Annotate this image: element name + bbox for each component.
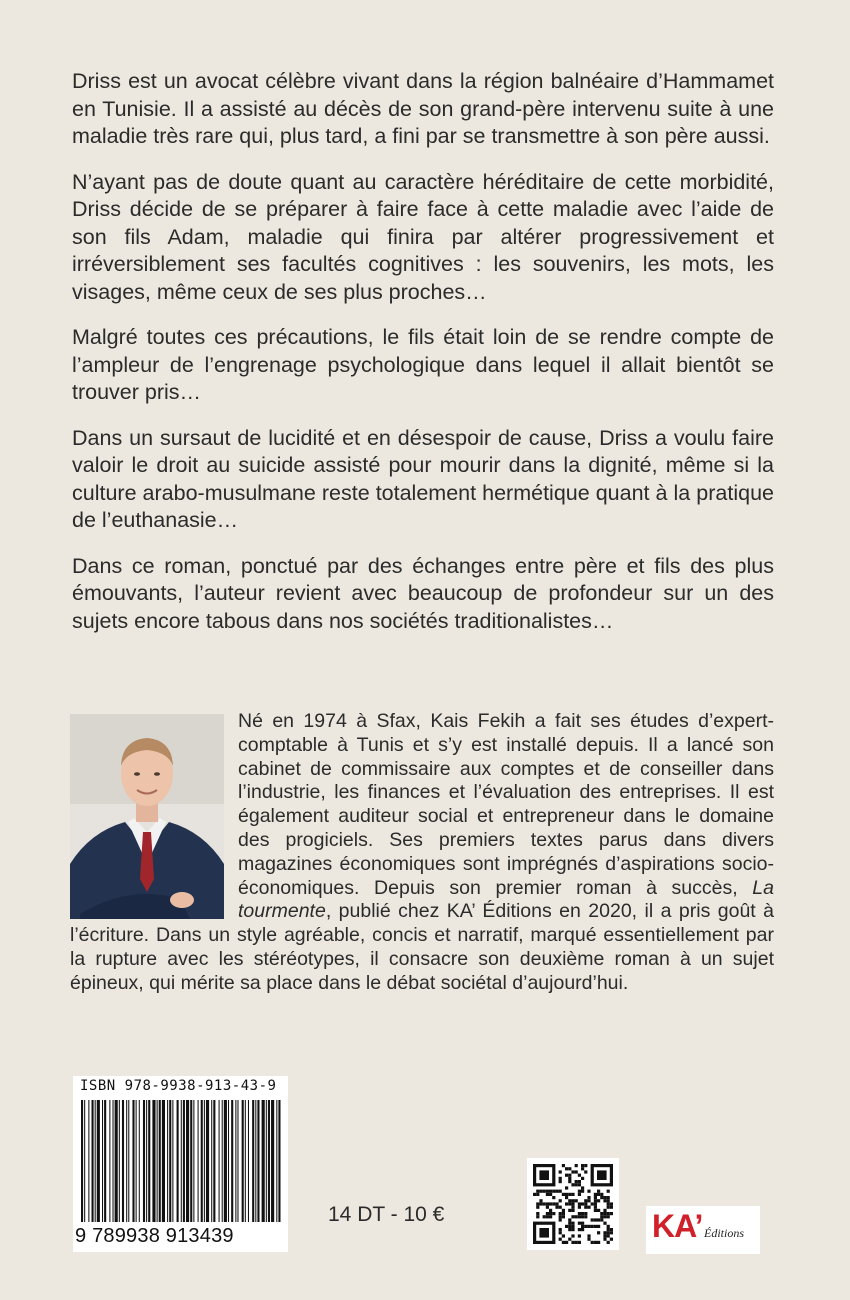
author-bio-text-end: , publié chez KA’ Éditions en 2020, il a pris goût à l’écriture. Dans un style agréable, concis et narratif, marqué essentiellement par la rupture avec les stéréotypes, il consacre son deuxième roman à un sujet épineux, qui mérite sa place dans le débat sociétal d’aujourd’hui.: [70, 900, 774, 994]
author-portrait-image: [70, 714, 224, 919]
author-bio-text-start: Né en 1974 à Sfax, Kais Fekih a fait ses études d’expert-comptable à Tunis et s’y est installé depuis. Il a lancé son cabinet de commissaire aux comptes et de conseiller dans l’industrie, les finances et l’évaluation des entreprises. Il est également auditeur social et entrepreneur dans le domaine des progiciels. Ses premiers textes parus dans divers magazines économiques sont imprégnés d’aspirations socio-économiques. Depuis son premier roman à succès,: [238, 710, 774, 899]
barcode-bars: [79, 1100, 283, 1224]
author-bio: [70, 710, 774, 996]
isbn-barcode: [73, 1076, 288, 1252]
price: 14 DT - 10 €: [328, 1203, 445, 1226]
author-photo: [70, 714, 224, 919]
publisher-logo-main: KA’: [652, 1208, 703, 1244]
isbn-label: ISBN 978-9938-913-43-9: [80, 1078, 277, 1094]
barcode-digits: 9 789938 913439: [75, 1225, 234, 1247]
publisher-logo-sub: Éditions: [704, 1226, 745, 1240]
synopsis: [72, 68, 774, 653]
qr-code: [527, 1158, 619, 1250]
author-first-book-title: La tourmente: [238, 876, 774, 923]
synopsis-paragraph-3: Malgré toutes ces précautions, le fils était loin de se rendre compte de l’ampleur de l’engrenage psychologique dans lequel il allait bientôt se trouver pris…: [72, 325, 774, 404]
synopsis-paragraph-2: N’ayant pas de doute quant au caractère héréditaire de cette morbidité, Driss décide de se préparer à faire face à cette maladie avec l’aide de son fils Adam, maladie qui finira par altérer progressivement et irréversiblement ses facultés cognitives : les souvenirs, les mots, les visages, même ceux de ses plus proches…: [72, 169, 774, 304]
synopsis-paragraph-5: Dans ce roman, ponctué par des échanges entre père et fils des plus émouvants, l’auteur revient avec beaucoup de profondeur sur un des sujets encore tabous dans nos sociétés traditionalistes…: [72, 553, 774, 633]
publisher-logo: [646, 1206, 760, 1254]
synopsis-paragraph-1: Driss est un avocat célèbre vivant dans la région balnéaire d’Hammamet en Tunisie. Il a assisté au décès de son grand-père intervenu suite à une maladie très rare qui, plus tard, a fini par se transmettre à son père aussi.: [72, 69, 774, 148]
qr-code-icon: [527, 1158, 619, 1250]
synopsis-paragraph-4: Dans un sursaut de lucidité et en désespoir de cause, Driss a voulu faire valoir le droit au suicide assisté pour mourir dans la dignité, même si la culture arabo-musulmane reste totalement hermétique quant à la pratique de l’euthanasie…: [72, 425, 774, 532]
